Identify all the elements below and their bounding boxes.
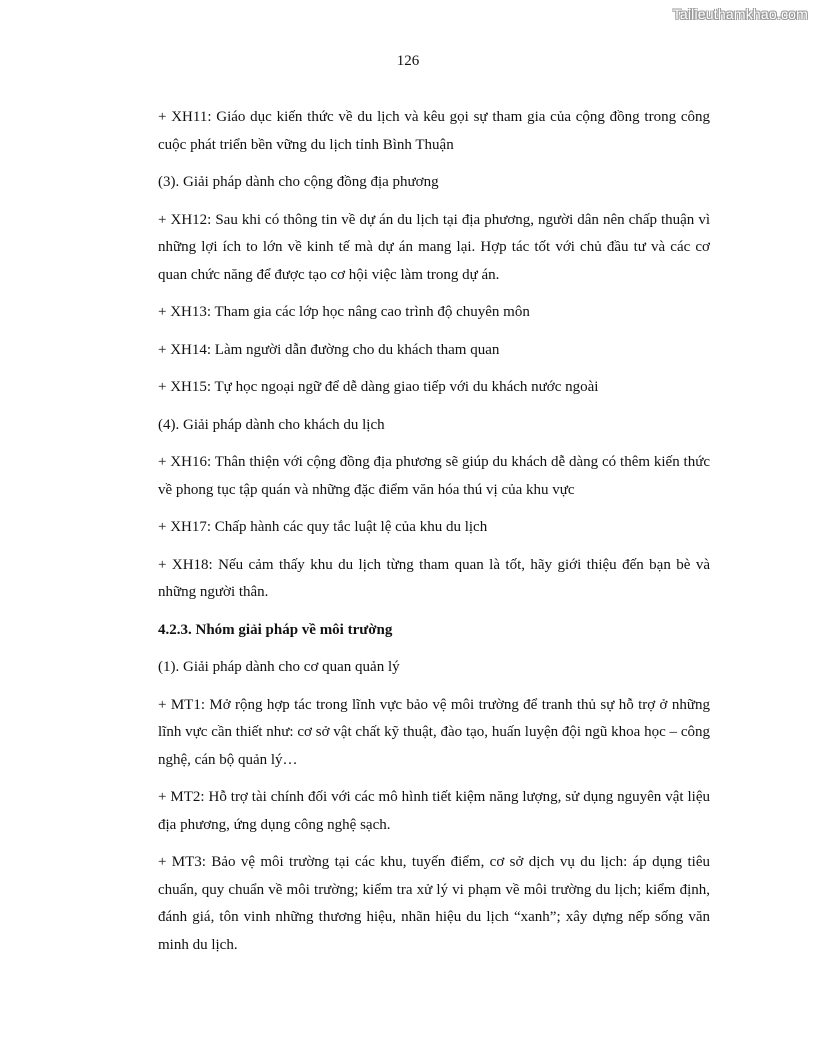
paragraph-mt1: + MT1: Mở rộng hợp tác trong lĩnh vực bảo vệ môi trường để tranh thủ sự hỗ trợ ở những lĩnh vực cần thiết như: cơ sở vật chất kỹ thuật, đào tạo, huấn luyện đội ngũ khoa học – công nghệ, cán bộ quản lý… xyxy=(158,696,710,768)
paragraph-xh16: + XH16: Thân thiện với cộng đồng địa phương sẽ giúp du khách dễ dàng có thêm kiến thức về phong tục tập quán và những đặc điểm văn hóa thú vị của khu vực xyxy=(158,454,710,498)
page-number: 126 xyxy=(396,53,420,69)
paragraph-xh15: + XH15: Tự học ngoại ngữ để dễ dàng giao tiếp với du khách nước ngoài xyxy=(158,379,599,395)
paragraph-mt3: + MT3: Bảo vệ môi trường tại các khu, tuyến điểm, cơ sở dịch vụ du lịch: áp dụng tiêu chuẩn, quy chuẩn về môi trường; kiểm tra xử lý vi phạm về môi trường du lịch; kiểm định, đánh giá, tôn vinh những thương hiệu, nhãn hiệu du lịch “xanh”; xây dựng nếp sống văn minh du lịch. xyxy=(158,854,710,953)
paragraph-xh11: + XH11: Giáo dục kiến thức về du lịch và kêu gọi sự tham gia của cộng đồng trong công cuộc phát triển bền vững du lịch tỉnh Bình Thuận xyxy=(158,109,710,153)
document-body xyxy=(158,104,710,969)
subheading-community-solutions: (3). Giải pháp dành cho cộng đồng địa phương xyxy=(158,174,439,190)
subheading-management-solutions: (1). Giải pháp dành cho cơ quan quản lý xyxy=(158,659,400,675)
section-heading-environment: 4.2.3. Nhóm giải pháp về môi trường xyxy=(158,621,393,638)
paragraph-xh14: + XH14: Làm người dẫn đường cho du khách tham quan xyxy=(158,341,500,358)
watermark-text: Tailieuthamkhao.com xyxy=(672,6,808,22)
paragraph-xh17: + XH17: Chấp hành các quy tắc luật lệ của khu du lịch xyxy=(158,519,488,535)
paragraph-xh12: + XH12: Sau khi có thông tin về dự án du lịch tại địa phương, người dân nên chấp thuận vì những lợi ích to lớn về kinh tế mà dự án mang lại. Hợp tác tốt với chủ đầu tư và các cơ quan chức năng để được tạo cơ hội việc làm trong dự án. xyxy=(158,211,710,283)
subheading-tourist-solutions: (4). Giải pháp dành cho khách du lịch xyxy=(158,416,385,433)
paragraph-mt2: + MT2: Hỗ trợ tài chính đối với các mô hình tiết kiệm năng lượng, sử dụng nguyên vật liệu địa phương, ứng dụng công nghệ sạch. xyxy=(158,789,710,833)
paragraph-xh13: + XH13: Tham gia các lớp học nâng cao trình độ chuyên môn xyxy=(158,304,530,320)
paragraph-xh18: + XH18: Nếu cảm thấy khu du lịch từng tham quan là tốt, hãy giới thiệu đến bạn bè và những người thân. xyxy=(158,556,710,600)
